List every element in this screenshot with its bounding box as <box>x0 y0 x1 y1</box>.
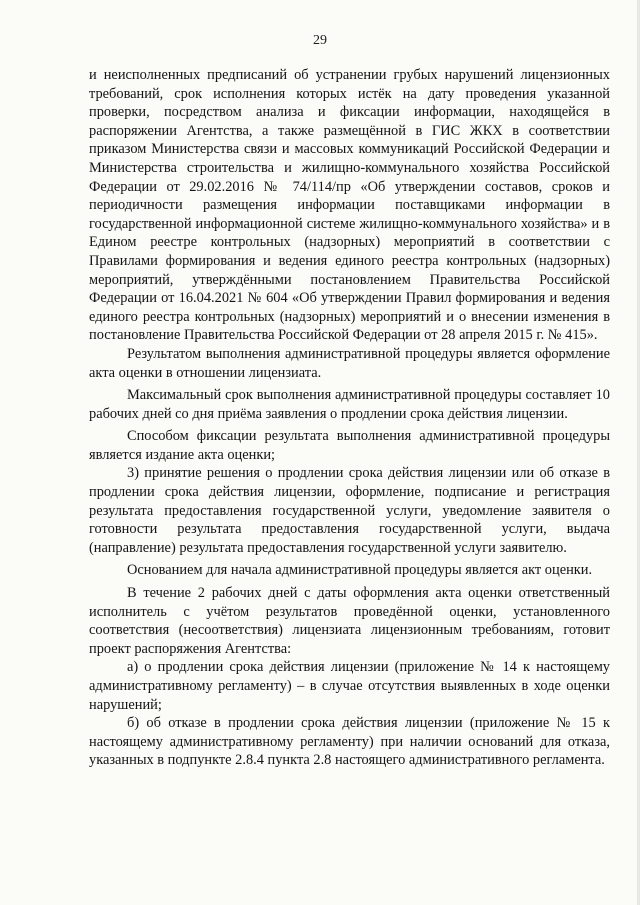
document-body <box>89 66 610 770</box>
paragraph-continuation: и неисполненных предписаний об устранении грубых нарушений лицензионных требований, срок исполнения которых истёк на дату проведения указанной проверки, посредством анализа и фиксации информации, находящейся в распоряжении Агентства, а также размещённой в ГИС ЖКХ в соответствии приказом Министерства связи и массовых коммуникаций Российской Федерации и Министерства строительства и жилищно-коммунального хозяйства Российской Федерации от 29.02.2016 № 74/114/пр «Об утверждении составов, сроков и периодичности размещения информации поставщиками информации в государственной информационной системе жилищно-коммунального хозяйства» и в Едином реестре контрольных (надзорных) мероприятий в соответствии с Правилами формирования и ведения единого реестра контрольных (надзорных) мероприятий, утверждёнными постановлением Правительства Российской Федерации от 16.04.2021 № 604 «Об утверждении Правил формирования и ведения единого реестра контрольных (надзорных) мероприятий и о внесении изменения в постановление Правительства Российской Федерации от 28 апреля 2015 г. № 415». <box>89 67 610 344</box>
paragraph-fixation-method: Способом фиксации результата выполнения административной процедуры является издание акта оценки; <box>89 428 610 463</box>
paragraph-basis: Основанием для начала административной процедуры является акт оценки. <box>127 562 593 579</box>
paragraph-option-b: б) об отказе в продлении срока действия лицензии (приложение № 15 к настоящему административному регламенту) при наличии оснований для отказа, указанных в подпункте 2.8.4 пункта 2.8 настоящего административного регламента. <box>89 715 610 769</box>
paragraph-option-a: а) о продлении срока действия лицензии (приложение № 14 к настоящему административному регламенту) – в случае отсутствия выявленных в ходе оценки нарушений; <box>89 659 610 713</box>
paragraph-two-days: В течение 2 рабочих дней с даты оформления акта оценки ответственный исполнитель с учётом результатов проведённой оценки, установленного соответствия (несоответствия) лицензиата лицензионным требованиям, готовит проект распоряжения Агентства: <box>89 585 610 657</box>
paragraph-result: Результатом выполнения административной процедуры является оформление акта оценки в отношении лицензиата. <box>89 345 610 381</box>
paragraph-max-term: Максимальный срок выполнения административной процедуры составляет 10 рабочих дней со дня приёма заявления о продлении срока действия лицензии. <box>89 387 610 422</box>
page-number: 29 <box>313 33 327 48</box>
paragraph-step-3: 3) принятие решения о продлении срока действия лицензии или об отказе в продлении срока действия лицензии, оформление, подписание и регистрация результата предоставления государственной услуги, уведомление заявителя о готовности результата предоставления государственной услуги, выдача (направление) результата предоставления государственной услуги заявителю. <box>89 465 610 556</box>
